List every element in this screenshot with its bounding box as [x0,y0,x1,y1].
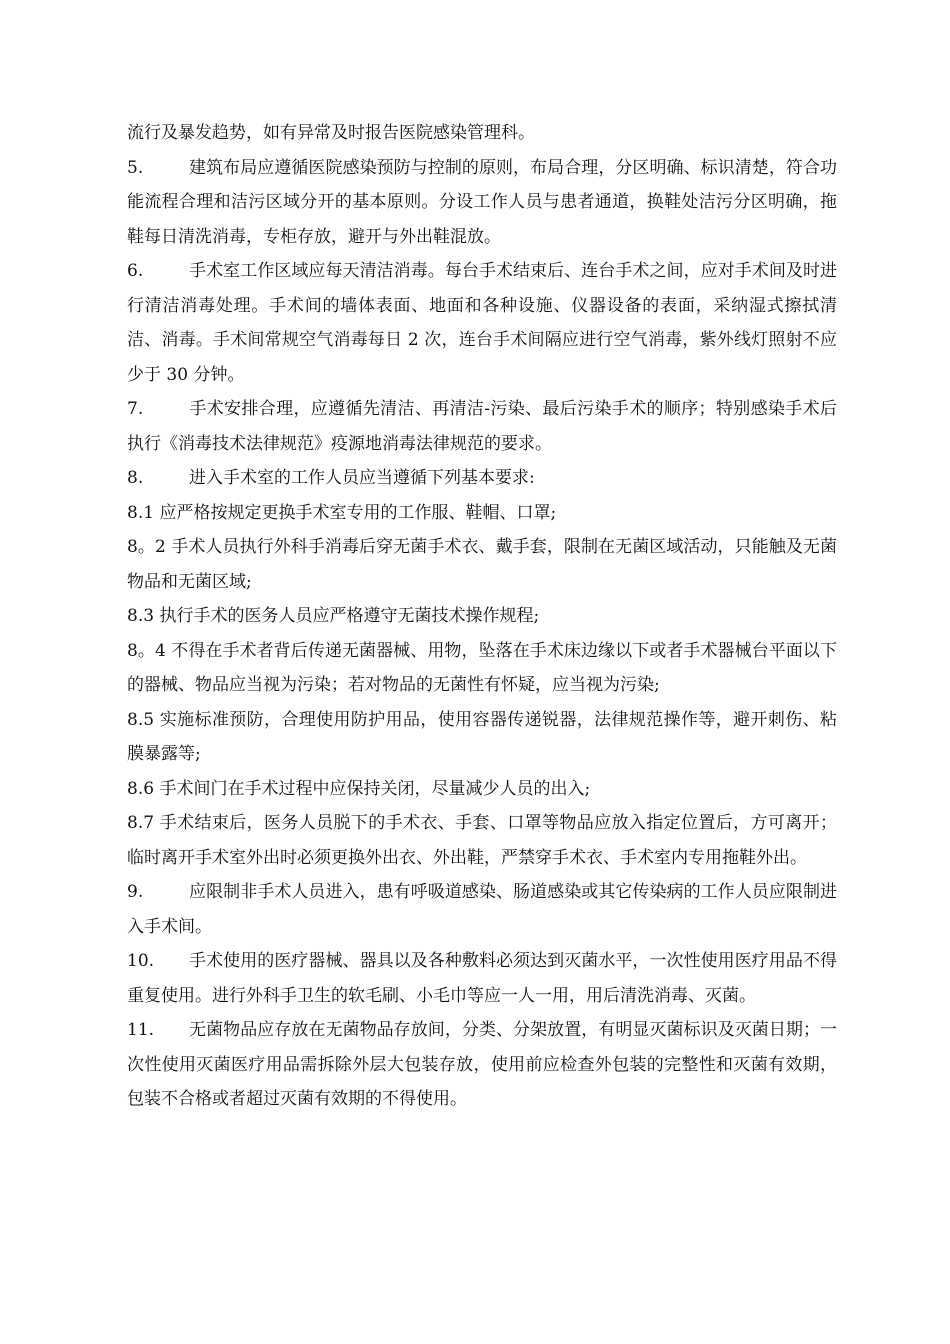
paragraph-text: 8.7 手术结束后，医务人员脱下的手术衣、手套、口罩等物品应放入指定位置后，方可离开；临时离开手术室外出时必须更换外出衣、外出鞋，严禁穿手术衣、手术室内专用拖鞋外出。 [127,813,837,868]
item-number: 5. [127,157,144,178]
paragraph-text: 8。4 不得在手术者背后传递无菌器械、用物，坠落在手术床边缘以下或者手术器械台平面以下的器械、物品应当视为污染；若对物品的无菌性有怀疑，应当视为污染; [127,640,837,695]
paragraph-text: 8。2 手术人员执行外科手消毒后穿无菌手术衣、戴手套，限制在无菌区域活动，只能触及无菌物品和无菌区域; [127,537,837,592]
paragraph-text: 建筑布局应遵循医院感染预防与控制的原则，布局合理，分区明确、标识清楚，符合功能流程合理和洁污区域分开的基本原则。分设工作人员与患者通道，换鞋处洁污分区明确，拖鞋每日清洗消毒，专柜存放，避开与外出鞋混放。 [127,157,837,247]
item-number: 8. [127,468,144,488]
paragraph-item-7 [127,392,837,461]
paragraph-item-8-2 [127,530,837,599]
paragraph-item-8 [127,461,837,496]
paragraph-item-11 [127,1013,837,1117]
paragraph-item-5 [127,151,837,255]
paragraph-text: 8.5 实施标准预防，合理使用防护用品，使用容器传递锐器，法律规范操作等，避开刺伤、粘膜暴露等; [127,709,837,764]
paragraph-continuation [127,116,837,151]
paragraph-text: 8.3 执行手术的医务人员应严格遵守无菌技术操作规程; [127,606,540,626]
paragraph-text: 无菌物品应存放在无菌物品存放间，分类、分架放置，有明显灭菌标识及灭菌日期；一次性使用灭菌医疗用品需拆除外层大包装存放，使用前应检查外包装的完整性和灭菌有效期，包装不合格或者超过灭菌有效期的不得使用。 [127,1020,837,1109]
paragraph-text: 应限制非手术人员进入，患有呼吸道感染、肠道感染或其它传染病的工作人员应限制进入手术间。 [127,882,837,937]
item-number: 10. [127,951,155,971]
paragraph-item-8-7 [127,806,837,875]
paragraph-text: 手术安排合理，应遵循先清洁、再清洁-污染、最后污染手术的顺序；特别感染手术后执行《消毒技术法律规范》疫源地消毒法律规范的要求。 [127,399,837,454]
paragraph-text: 8.6 手术间门在手术过程中应保持关闭，尽量减少人员的出入; [127,778,591,799]
paragraph-text: 手术室工作区域应每天清洁消毒。每台手术结束后、连台手术之间，应对手术间及时进行清洁消毒处理。手术间的墙体表面、地面和各种设施、仪器设备的表面，采纳湿式擦拭清洁、消毒。手术间常规空气消毒每日 2 次，连台手术间隔应进行空气消毒，紫外线灯照射不应少于 30 分钟。 [127,261,837,385]
item-number: 7. [127,399,144,419]
paragraph-text: 流行及暴发趋势，如有异常及时报告医院感染管理科。 [127,123,535,143]
paragraph-text: 进入手术室的工作人员应当遵循下列基本要求: [189,468,535,488]
paragraph-item-6 [127,254,837,392]
paragraph-item-8-6 [127,772,837,807]
item-number: 6. [127,261,144,281]
paragraph-text: 手术使用的医疗器械、器具以及各种敷料必须达到灭菌水平，一次性使用医疗用品不得重复使用。进行外科手卫生的软毛刷、小毛巾等应一人一用，用后清洗消毒、灭菌。 [127,951,837,1006]
paragraph-item-8-3 [127,599,837,634]
paragraph-item-8-4 [127,634,837,703]
item-number: 9. [127,882,144,902]
paragraph-item-8-1 [127,496,837,531]
item-number: 11. [127,1020,155,1040]
paragraph-item-10 [127,944,837,1013]
paragraph-text: 8.1 应严格按规定更换手术室专用的工作服、鞋帽、口罩; [127,502,557,523]
paragraph-item-8-5 [127,703,837,772]
paragraph-item-9 [127,875,837,944]
document-body [127,116,837,1117]
